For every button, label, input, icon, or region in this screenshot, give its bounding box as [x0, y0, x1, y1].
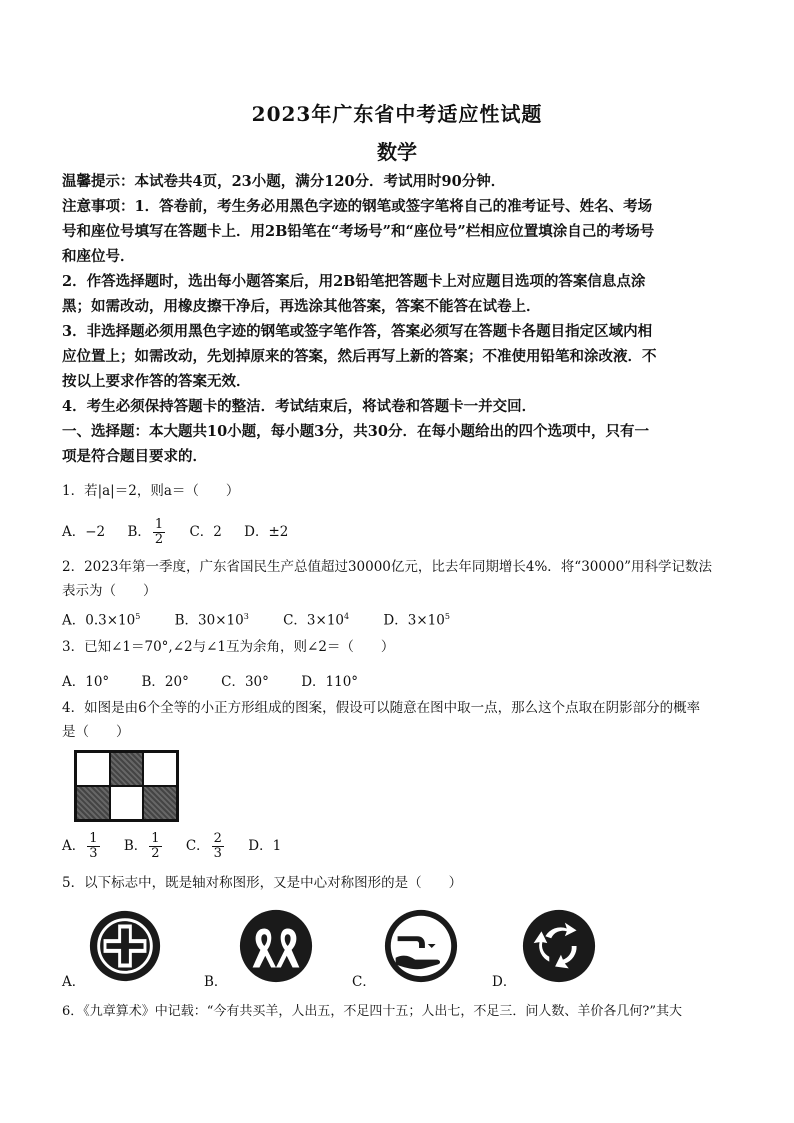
q5-option-a: A． [62, 974, 86, 990]
grid-cell [110, 786, 144, 820]
q5-option-b: B． [204, 974, 228, 990]
question-4-stem-line-1: 4．如图是由6个全等的小正方形组成的图案，假设可以随意在图中取一点，那么这个点取在阴影部分的概率 [62, 700, 701, 716]
q5-option-d: D． [492, 974, 517, 990]
notes-line-8: 应位置上；如需改动，先划掉原来的答案，然后再写上新的答案；不准使用铅笔和涂改液．不 [62, 348, 657, 365]
ribbon-symbol-icon [237, 907, 315, 985]
q1-option-b: B． $\frac{1}{2}$ [127, 517, 164, 547]
notes-line-2: 注意事项：1．答卷前，考生务必用黑色字迹的钢笔或签字笔将自己的准考证号、姓名、考场 [62, 198, 653, 215]
q3-option-c: C．30° [221, 674, 269, 690]
question-4-stem-line-2: 是（ ） [62, 724, 130, 740]
grid-cell [143, 752, 177, 786]
exam-title: 2023年广东省中考适应性试题 [251, 102, 543, 126]
q2-option-d: D．$3\times 10^5$ [383, 612, 450, 629]
question-3-stem: 3．已知∠1＝70°,∠2与∠1互为余角，则∠2＝（ ） [62, 639, 395, 655]
q4-option-a: A． $\frac{1}{3}$ [62, 831, 98, 861]
q2-option-c: C．$3\times 10^4$ [283, 612, 350, 629]
question-2-stem-line-1: 2．2023年第一季度，广东省国民生产总值超过30000亿元，比去年同期增长4%．将“30000”用科学记数法 [62, 559, 713, 575]
notes-line-1: 温馨提示：本试卷共4页，23小题，满分120分．考试用时90分钟． [62, 173, 506, 190]
question-1-stem: 1．若|a|＝2，则a＝（ ） [62, 483, 240, 499]
q2-option-b: B．$30\times 10^3$ [174, 612, 249, 629]
notes-line-6: 黑；如需改动，用橡皮擦干净后，再选涂其他答案，答案不能答在试卷上． [62, 298, 541, 315]
notes-line-4: 和座位号． [62, 248, 135, 265]
grid-cell-shaded [110, 752, 144, 786]
question-2-options [62, 608, 468, 630]
notes-line-7: 3．非选择题必须用黑色字迹的钢笔或签字笔作答，答案必须写在答题卡各题目指定区域内相 [62, 323, 653, 340]
question-5-stem: 5．以下标志中，既是轴对称图形，又是中心对称图形的是（ ） [62, 875, 463, 891]
squares-figure [74, 750, 179, 822]
q1-option-c: C．2 [189, 524, 222, 540]
recycle-arrows-icon [520, 907, 598, 985]
section-heading-line-1: 一、选择题：本大题共10小题，每小题3分，共30分．在每小题给出的四个选项中，只有一 [62, 423, 649, 440]
q2-option-a: A．$0.3\times 10^5$ [62, 612, 141, 629]
grid-cell [76, 752, 110, 786]
subject-title: 数学 [377, 140, 417, 164]
notes-line-3: 号和座位号填写在答题卡上．用2B铅笔在“考场号”和“座位号”栏相应位置填涂自己的考场号 [62, 223, 655, 240]
q3-option-d: D．110° [301, 674, 359, 690]
q1-option-d: D．±2 [244, 524, 289, 540]
question-6-stem: 6．《九章算术》中记载：“今有共买羊，人出五，不足四十五；人出七，不足三．问人数、羊价各几何?”其大 [62, 1004, 683, 1019]
grid-cell-shaded [76, 786, 110, 820]
water-tap-hand-icon [382, 907, 460, 985]
q4-option-c: C． $\frac{2}{3}$ [185, 831, 222, 861]
grid-cell-shaded [143, 786, 177, 820]
cross-symbol-icon [86, 907, 164, 985]
q4-option-b: B． $\frac{1}{2}$ [123, 831, 160, 861]
section-heading-line-2: 项是符合题目要求的． [62, 448, 207, 465]
notes-line-10: 4．考生必须保持答题卡的整洁．考试结束后，将试卷和答题卡一并交回． [62, 398, 537, 415]
notes-line-9: 按以上要求作答的答案无效． [62, 373, 251, 390]
question-3-options [62, 673, 376, 691]
question-4-options [62, 832, 299, 861]
question-2-stem-line-2: 表示为（ ） [62, 583, 157, 599]
q1-option-a: A．−2 [62, 524, 106, 540]
q5-option-c: C． [352, 974, 376, 990]
q3-option-a: A．10° [62, 674, 110, 690]
question-1-options [62, 518, 306, 547]
q3-option-b: B．20° [141, 674, 189, 690]
notes-line-5: 2．作答选择题时，选出每小题答案后，用2B铅笔把答题卡上对应题目选项的答案信息点涂 [62, 273, 646, 290]
q4-option-d: D．1 [248, 838, 282, 854]
